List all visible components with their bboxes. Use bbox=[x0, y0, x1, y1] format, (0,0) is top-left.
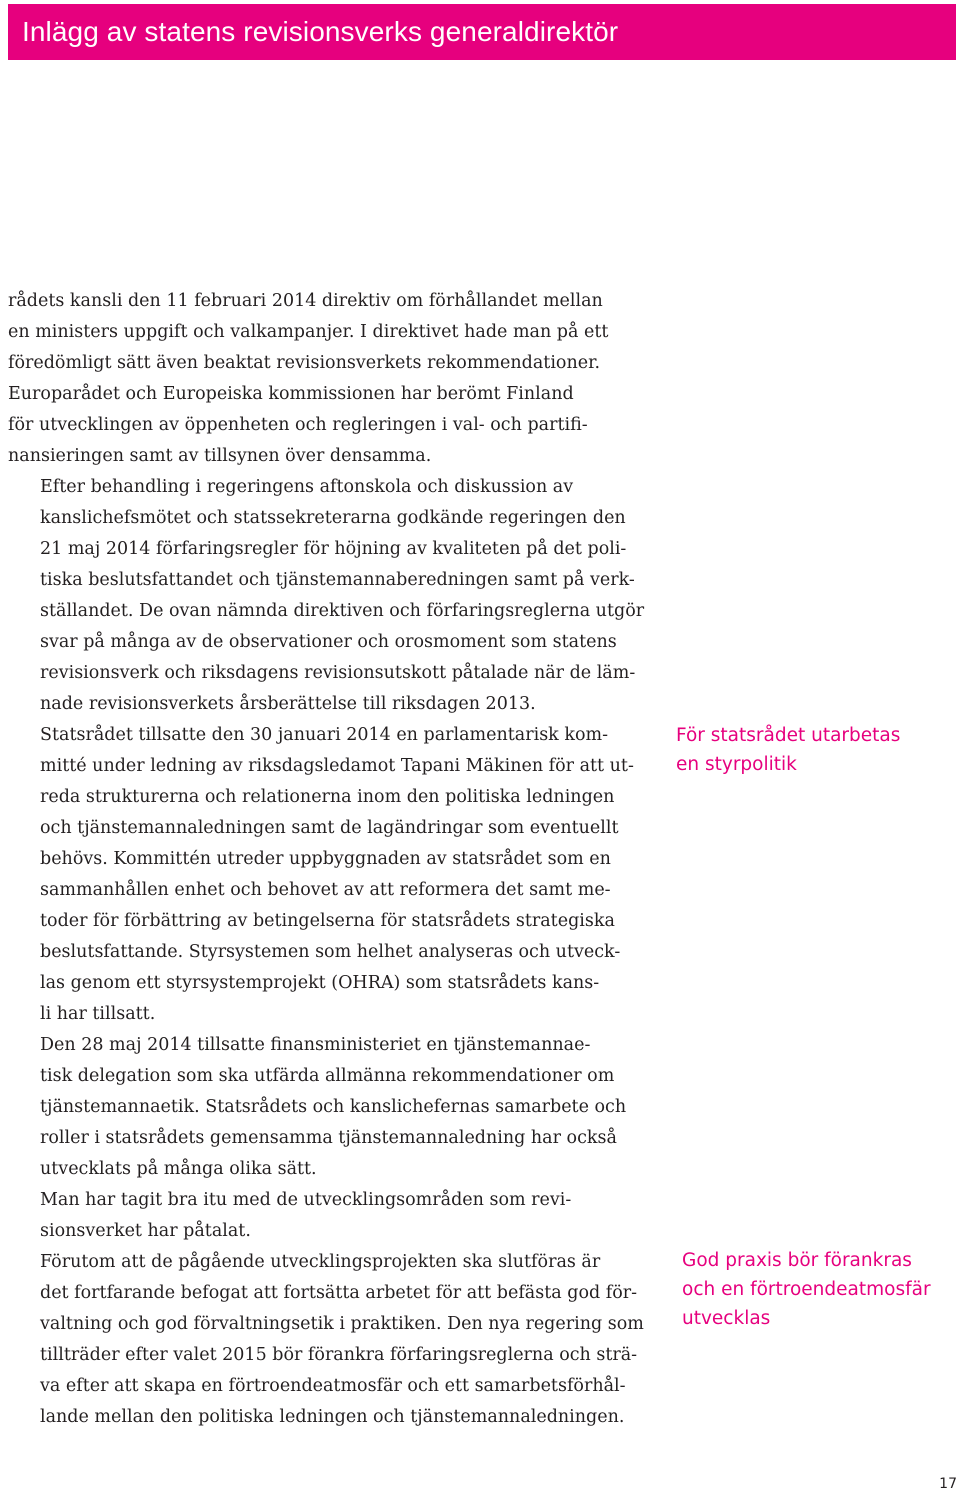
text-line: reda strukturerna och relationerna inom den politiska ledningen bbox=[40, 787, 615, 807]
text-line: nansieringen samt av tillsynen över densamma. bbox=[8, 446, 432, 466]
text-line: ställandet. De ovan nämnda direktiven och förfaringsreglerna utgör bbox=[40, 601, 645, 621]
text-line: det fortfarande befogat att fortsätta arbetet för att befästa god för- bbox=[40, 1283, 638, 1303]
text-line: kanslichefsmötet och statssekreterarna godkände regeringen den bbox=[40, 508, 626, 528]
margin-note-line: utvecklas bbox=[682, 1308, 771, 1329]
text-line: Europarådet och Europeiska kommissionen har berömt Finland bbox=[8, 384, 574, 404]
text-line: beslutsfattande. Styrsystemen som helhet analyseras och utveck- bbox=[40, 942, 621, 962]
text-line: Statsrådet tillsatte den 30 januari 2014 en parlamentarisk kom- bbox=[40, 725, 608, 745]
margin-note-line: God praxis bör förankras bbox=[682, 1250, 912, 1271]
margin-note-line: och en förtroendeatmosfär bbox=[682, 1279, 931, 1300]
text-line: tiska beslutsfattandet och tjänstemannaberedningen samt på verk- bbox=[40, 570, 635, 590]
text-line: rådets kansli den 11 februari 2014 direktiv om förhållandet mellan bbox=[8, 291, 603, 311]
text-line: revisionsverk och riksdagens revisionsutskott påtalade när de läm- bbox=[40, 663, 636, 683]
text-line: toder för förbättring av betingelserna för statsrådets strategiska bbox=[40, 911, 615, 931]
text-line: Efter behandling i regeringens aftonskola och diskussion av bbox=[40, 477, 574, 497]
paragraph bbox=[8, 286, 628, 472]
text-line: en ministers uppgift och valkampanjer. I direktivet hade man på ett bbox=[8, 322, 609, 342]
text-line: föredömligt sätt även beaktat revisionsverkets rekommendationer. bbox=[8, 353, 601, 373]
text-line: valtning och god förvaltningsetik i praktiken. Den nya regering som bbox=[40, 1314, 644, 1334]
text-line: nade revisionsverkets årsberättelse till riksdagen 2013. bbox=[40, 694, 536, 714]
text-line: roller i statsrådets gemensamma tjänstemannaledning har också bbox=[40, 1128, 617, 1148]
paragraph bbox=[8, 1247, 644, 1433]
text-line: li har tillsatt. bbox=[40, 1004, 156, 1024]
text-line: va efter att skapa en förtroendeatmosfär och ett samarbetsförhål- bbox=[40, 1376, 626, 1396]
text-line: för utvecklingen av öppenheten och regleringen i val- och partifi- bbox=[8, 415, 588, 435]
paragraph bbox=[8, 1185, 628, 1247]
main-body-text bbox=[8, 286, 645, 1433]
margin-note-line: För statsrådet utarbetas bbox=[676, 725, 901, 746]
text-line: tillträder efter valet 2015 bör förankra förfaringsreglerna och strä- bbox=[40, 1345, 638, 1365]
chapter-title: Inlägg av statens revisionsverks generaldirektör bbox=[22, 16, 619, 47]
text-line: Förutom att de pågående utvecklingsprojekten ska slutföras är bbox=[40, 1252, 601, 1272]
text-line: Den 28 maj 2014 tillsatte finansministeriet en tjänstemannae- bbox=[40, 1035, 591, 1055]
text-line: Man har tagit bra itu med de utvecklingsområden som revi- bbox=[40, 1190, 572, 1210]
chapter-header-bar bbox=[8, 4, 956, 60]
text-line: mitté under ledning av riksdagsledamot Tapani Mäkinen för att ut- bbox=[40, 756, 634, 776]
text-line: svar på många av de observationer och orosmoment som statens bbox=[40, 632, 617, 652]
margin-note bbox=[676, 721, 900, 779]
text-line: och tjänstemannaledningen samt de lagändringar som eventuellt bbox=[40, 818, 619, 838]
text-line: behövs. Kommittén utreder uppbyggnaden av statsrådet som en bbox=[40, 849, 611, 869]
text-line: 21 maj 2014 förfaringsregler för höjning av kvaliteten på det poli- bbox=[40, 539, 627, 559]
text-line: utvecklats på många olika sätt. bbox=[40, 1159, 317, 1179]
margin-note-line: en styrpolitik bbox=[676, 754, 797, 775]
text-line: lande mellan den politiska ledningen och tjänstemannaledningen. bbox=[40, 1407, 625, 1427]
margin-note bbox=[682, 1246, 931, 1333]
paragraph bbox=[8, 472, 645, 720]
paragraph bbox=[8, 720, 634, 1030]
text-line: las genom ett styrsystemprojekt (OHRA) som statsrådets kans- bbox=[40, 973, 600, 993]
paragraph bbox=[8, 1030, 628, 1185]
page-number: 17 bbox=[939, 1476, 957, 1492]
text-line: sammanhållen enhet och behovet av att reformera det samt me- bbox=[40, 880, 611, 900]
text-line: tisk delegation som ska utfärda allmänna rekommendationer om bbox=[40, 1066, 615, 1086]
text-line: sionsverket har påtalat. bbox=[40, 1221, 251, 1241]
text-line: tjänstemannaetik. Statsrådets och kanslichefernas samarbete och bbox=[40, 1097, 627, 1117]
